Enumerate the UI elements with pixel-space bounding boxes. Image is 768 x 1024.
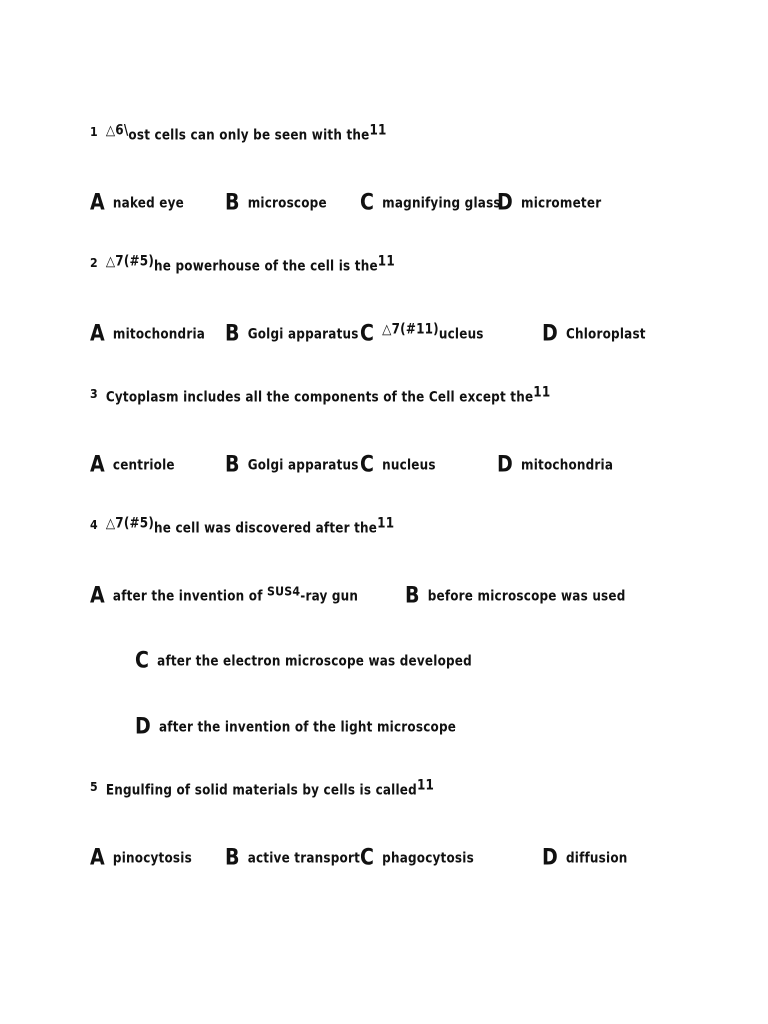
option-text: magnifying glass (382, 194, 501, 211)
option-text: nucleus (382, 456, 436, 473)
question-2 (90, 253, 395, 274)
option-text: centriole (112, 456, 175, 473)
question-stem: he powerhouse of the cell is the (154, 257, 378, 274)
option-letter: A (90, 583, 105, 609)
question-mark: 11 (416, 777, 435, 794)
option-superscript: SUS4 (267, 584, 301, 600)
option-text-after: -ray gun (300, 587, 359, 604)
option-letter: C (360, 321, 375, 347)
question-number: 3 (90, 386, 98, 402)
option-2a (90, 321, 205, 346)
question-5 (90, 777, 434, 798)
option-prefix: △7(#11) (382, 321, 439, 338)
question-stem: Cytoplasm includes all the components of the Cell except the (105, 388, 534, 405)
question-prefix: △7(#5) (105, 515, 155, 532)
option-2c (360, 321, 484, 346)
option-letter: D (497, 452, 513, 478)
option-letter: C (135, 648, 150, 674)
option-text: naked eye (112, 194, 185, 211)
option-text: ucleus (438, 325, 484, 342)
option-letter: B (225, 452, 240, 478)
option-2b (225, 321, 359, 346)
option-text: pinocytosis (112, 849, 192, 866)
question-mark: 11 (377, 515, 395, 532)
option-5d (542, 845, 628, 870)
option-5b (225, 845, 360, 870)
question-stem: ost cells can only be seen with the (128, 126, 370, 143)
option-letter: C (360, 452, 375, 478)
option-letter: D (135, 714, 151, 740)
option-1a (90, 190, 184, 215)
option-3c (360, 452, 436, 477)
option-letter: B (225, 190, 240, 216)
question-mark: 11 (369, 122, 387, 139)
option-4b (405, 583, 626, 608)
option-text: after the invention of the light microscope (158, 718, 457, 735)
option-letter: B (225, 321, 240, 347)
option-text: Chloroplast (565, 325, 646, 342)
question-1 (90, 122, 387, 143)
option-3a (90, 452, 175, 477)
question-mark: 11 (377, 253, 395, 270)
question-stem: he cell was discovered after the (154, 519, 378, 536)
option-text: before microscope was used (427, 587, 626, 604)
question-number: 5 (90, 779, 98, 795)
option-text: after the invention of (112, 587, 263, 604)
option-text: mitochondria (520, 456, 614, 473)
option-letter: C (360, 845, 375, 871)
question-4 (90, 515, 394, 536)
option-5a (90, 845, 192, 870)
question-stem: Engulfing of solid materials by cells is called (105, 781, 417, 798)
option-1d (497, 190, 601, 215)
option-text: diffusion (565, 849, 628, 866)
option-letter: A (90, 845, 105, 871)
option-text: micrometer (520, 194, 602, 211)
option-4c (135, 648, 472, 673)
question-prefix: △7(#5) (105, 253, 155, 270)
option-1b (225, 190, 327, 215)
option-3d (497, 452, 613, 477)
option-letter: D (542, 321, 558, 347)
option-text: phagocytosis (382, 849, 474, 866)
option-3b (225, 452, 359, 477)
question-3 (90, 384, 550, 405)
option-letter: A (90, 452, 105, 478)
option-text: mitochondria (112, 325, 206, 342)
option-letter: B (405, 583, 420, 609)
option-letter: D (542, 845, 558, 871)
option-letter: A (90, 321, 105, 347)
option-5c (360, 845, 474, 870)
option-letter: D (497, 190, 513, 216)
question-number: 1 (90, 124, 98, 140)
option-4d (135, 714, 456, 739)
option-text: Golgi apparatus (247, 325, 359, 342)
option-text: after the electron microscope was developed (157, 652, 472, 669)
option-letter: C (360, 190, 375, 216)
question-number: 2 (90, 255, 98, 271)
option-text: active transport (247, 849, 361, 866)
question-mark: 11 (533, 384, 551, 401)
option-text: Golgi apparatus (247, 456, 359, 473)
option-1c (360, 190, 501, 215)
option-2d (542, 321, 646, 346)
question-number: 4 (90, 517, 98, 533)
question-prefix: △6\ (105, 122, 129, 139)
option-4a (90, 583, 358, 608)
option-letter: A (90, 190, 105, 216)
option-text: microscope (247, 194, 327, 211)
option-letter: B (225, 845, 240, 871)
